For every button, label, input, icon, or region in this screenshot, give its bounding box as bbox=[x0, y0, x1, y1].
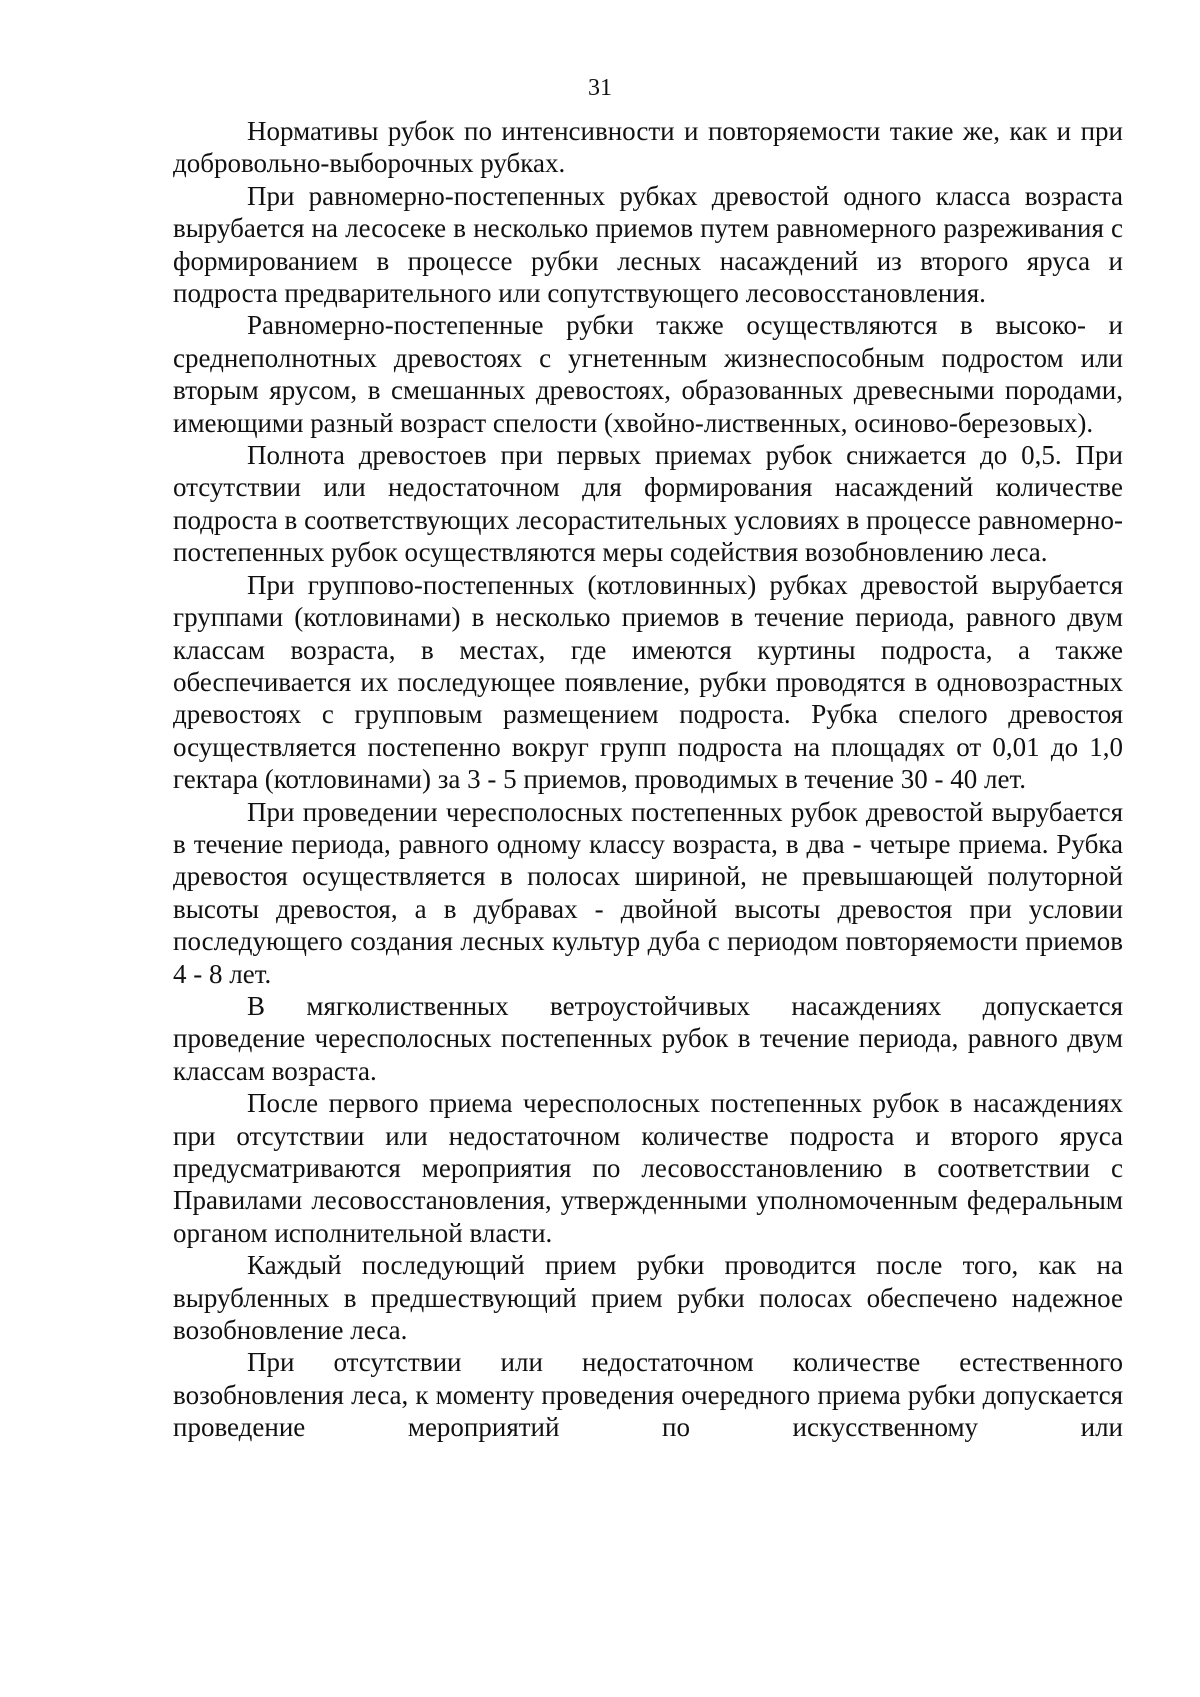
document-body bbox=[173, 115, 1123, 1444]
paragraph-last: При отсутствии или недостаточном количестве естественного возобновления леса, к моменту проведения очередного приема рубки допускается проведение мероприятий по искусственному или bbox=[173, 1347, 1123, 1443]
paragraph: В мягколиственных ветроустойчивых насаждениях допускается проведение чересполосных постепенных рубок в течение периода, равного двум классам возраста. bbox=[173, 990, 1123, 1086]
paragraph: При проведении чересполосных постепенных рубок древостой вырубается в течение периода, равного одному классу возраста, в два - четыре приема. Рубка древостоя осуществляется в полосах шириной, не превышающей полуторной высоты древостоя, а в дубравах - двойной высоты древостоя при условии последующего создания лесных культур дуба с периодом повторяемости приемов 4 - 8 лет. bbox=[173, 796, 1123, 989]
paragraph: Нормативы рубок по интенсивности и повторяемости такие же, как и при добровольно-выборочных рубках. bbox=[173, 116, 1123, 179]
paragraph: После первого приема чересполосных постепенных рубок в насаждениях при отсутствии или недостаточном количестве подроста и второго яруса предусматриваются мероприятия по лесовосстановлению в соответствии с Правилами лесовосстановления, утвержденными уполномоченным федеральным органом исполнительной власти. bbox=[173, 1088, 1123, 1248]
paragraph: Равномерно-постепенные рубки также осуществляются в высоко- и среднеполнотных древостоях с угнетенным жизнеспособным подростом или вторым ярусом, в смешанных древостоях, образованных древесными породами, имеющими разный возраст спелости (хвойно-лиственных, осиново-березовых). bbox=[173, 310, 1123, 438]
paragraph: Полнота древостоев при первых приемах рубок снижается до 0,5. При отсутствии или недостаточном для формирования насаждений количестве подроста в соответствующих лесорастительных условиях в процессе равномерно-постепенных рубок осуществляются меры содействия возобновлению леса. bbox=[173, 440, 1123, 568]
paragraph: При равномерно-постепенных рубках древостой одного класса возраста вырубается на лесосеке в несколько приемов путем равномерного разреживания с формированием в процессе рубки лесных насаждений из второго яруса и подроста предварительного или сопутствующего лесовосстановления. bbox=[173, 180, 1123, 309]
paragraph: Каждый последующий прием рубки проводится после того, как на вырубленных в предшествующий прием рубки полосах обеспечено надежное возобновление леса. bbox=[173, 1250, 1123, 1346]
page-number: 31 bbox=[588, 75, 612, 101]
paragraph: При группово-постепенных (котловинных) рубках древостой вырубается группами (котловинами) в несколько приемов в течение периода, равного двум классам возраста, в местах, где имеются куртины подроста, а также обеспечивается их последующее появление, рубки проводятся в одновозрастных древостоях с групповым размещением подроста. Рубка спелого древостоя осуществляется постепенно вокруг групп подроста на площадях от 0,01 до 1,0 гектара (котловинами) за 3 - 5 приемов, проводимых в течение 30 - 40 лет. bbox=[173, 569, 1123, 795]
